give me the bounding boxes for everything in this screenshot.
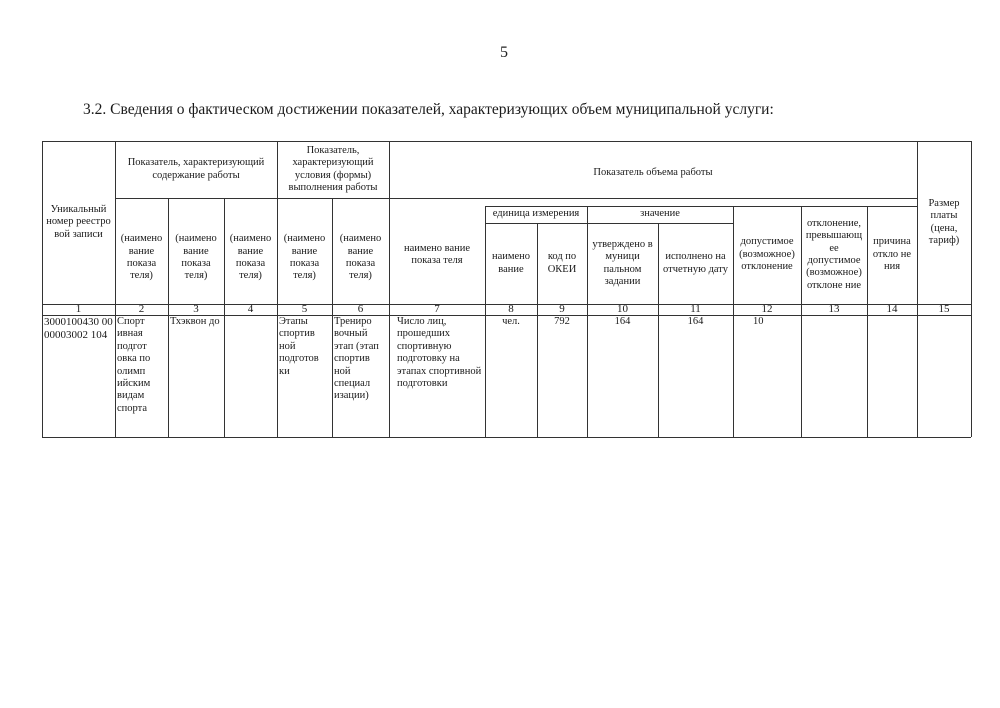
col-number: 6 <box>357 303 364 316</box>
header-naim-4: (наимено вание показа теля) <box>283 233 326 282</box>
header-reason: причина откло не ния <box>872 236 912 273</box>
col-number: 8 <box>508 303 514 316</box>
header-exceeding-deviation: отклонение, превышающ ее допустимое (возможное) отклоне ние <box>805 217 863 291</box>
cell-registry-number: 3000100430 0000003002 104 <box>44 316 113 341</box>
header-content-group: Показатель, характеризующий содержание работы <box>127 157 265 181</box>
cell-condition-2: Трениро вочный этап (этап спортив ной специал изации) <box>334 316 379 402</box>
col-number: 11 <box>690 303 701 316</box>
cell-allowed-deviation: 10 <box>753 316 764 327</box>
col-number: 1 <box>75 303 82 316</box>
header-naim-3: (наимено вание показа теля) <box>229 233 272 282</box>
header-unit-name: наимено вание <box>491 251 531 275</box>
col-number: 2 <box>138 303 145 316</box>
cell-okei-code: 792 <box>554 316 570 327</box>
col-number: 9 <box>559 303 565 316</box>
cell-approved: 164 <box>614 316 631 327</box>
col-number: 15 <box>938 303 950 316</box>
col-number: 4 <box>247 303 254 316</box>
cell-content-3 <box>224 315 277 437</box>
header-unique-number: Уникальный номер реестро вой записи <box>46 203 111 240</box>
header-volume-group: Показатель объема работы <box>593 167 713 179</box>
section-heading: 3.2. Сведения о фактическом достижении показателей, характеризующих объем муниципальной услуги: <box>83 101 774 118</box>
header-value: значение <box>640 208 680 220</box>
cell-content-2: Тхэквон до <box>170 316 220 327</box>
header-okei-code: код по ОКЕИ <box>547 251 577 275</box>
col-number: 12 <box>761 303 773 316</box>
header-unit: единица измерения <box>492 208 580 220</box>
col-number: 5 <box>301 303 308 316</box>
cell-content-1: Спорт ивная подгот овка по олимп ийским видам спорта <box>117 316 151 414</box>
header-allowed-deviation: допустимое (возможное) отклонение <box>739 236 795 273</box>
header-indicator-name: наимено вание показа теля <box>403 242 471 266</box>
page-number: 5 <box>500 44 508 61</box>
header-naim-5: (наимено вание показа теля) <box>339 233 382 282</box>
col-number: 13 <box>828 303 840 316</box>
header-fee: Размер платы (цена, тариф) <box>928 197 960 246</box>
header-approved: утверждено в муници пальном задании <box>592 238 653 287</box>
cell-indicator-name: Число лиц, прошедших спортивную подготовку на этапах спортивной подготовки <box>397 316 482 389</box>
col-number: 3 <box>193 303 199 316</box>
header-naim-2: (наимено вание показа теля) <box>175 233 217 282</box>
col-number: 14 <box>886 303 898 316</box>
header-naim-1: (наимено вание показа теля) <box>120 233 163 282</box>
col-number: 7 <box>434 303 440 316</box>
cell-executed: 164 <box>687 316 704 327</box>
cell-unit-name: чел. <box>502 316 520 327</box>
cell-condition-1: Этапы спортив ной подготов ки <box>279 316 319 377</box>
cell-reason <box>867 315 917 437</box>
cell-exceeding-deviation <box>801 315 867 437</box>
cell-fee <box>917 315 971 437</box>
header-executed: исполнено на отчетную дату <box>663 251 728 275</box>
header-conditions-group: Показатель, характеризующий условия (формы) выполнения работы <box>288 144 378 193</box>
col-number: 10 <box>617 303 628 316</box>
